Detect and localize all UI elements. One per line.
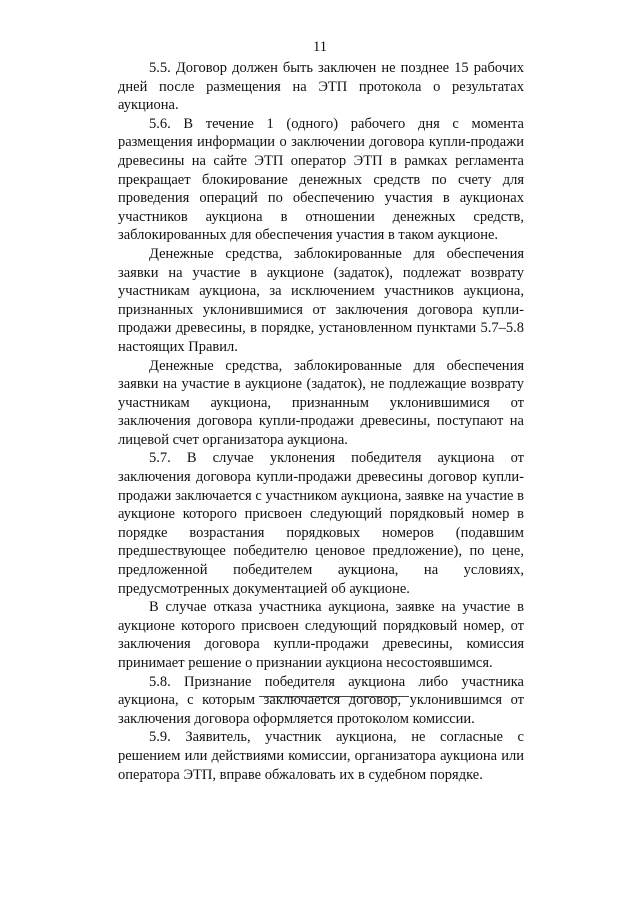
end-of-document-line — [259, 696, 409, 697]
page-number: 11 — [313, 39, 327, 55]
paragraph-5-9: 5.9. Заявитель, участник аукциона, не согласные с решением или действиями комиссии, организатора аукциона или оператора ЭТП, вправе обжаловать их в судебном порядке. — [118, 729, 524, 783]
paragraph-refusal: В случае отказа участника аукциона, заявке на участие в аукционе которого присвоен следующий порядковый номер, от заключения договора купли-продажи древесины, комиссия принимает решение о признании аукциона несостоявшимся. — [118, 599, 524, 671]
paragraph-5-6: 5.6. В течение 1 (одного) рабочего дня с момента размещения информации о заключении договора купли-продажи древесины на сайте ЭТП оператор ЭТП в рамках регламента прекращает блокирование денежных средств по счету для проведения операций по обеспечению участия в аукционах участников аукциона в отношении денежных средств, заблокированных для обеспечения участия в таком аукционе. — [118, 115, 524, 244]
paragraph-deposit-return: Денежные средства, заблокированные для обеспечения заявки на участие в аукционе (задаток), подлежат возврату участникам аукциона, за исключением участников аукциона, признанных уклонившимися от заключения договора купли-продажи древесины, в порядке, установленном пунктами 5.7–5.8 настоящих Правил. — [118, 245, 524, 355]
paragraph-5-8: 5.8. Признание победителя аукциона либо участника аукциона, с которым заключается договор, уклонившимся от заключения договора оформляется протоколом комиссии. — [118, 673, 524, 727]
paragraph-deposit-non-return: Денежные средства, заблокированные для обеспечения заявки на участие в аукционе (задаток), не подлежащие возврату участникам аукциона, признанным уклонившимися от заключения договора купли-продажи древесины, поступают на лицевой счет организатора аукциона. — [118, 357, 524, 448]
paragraph-5-5: 5.5. Договор должен быть заключен не позднее 15 рабочих дней после размещения на ЭТП протокола о результатах аукциона. — [118, 60, 524, 114]
paragraph-5-7: 5.7. В случае уклонения победителя аукциона от заключения договора купли-продажи древесины договор купли-продажи заключается с участником аукциона, заявке на участие в аукционе которого присвоен следующий порядковый номер в порядке возрастания порядковых номеров (подавшим предшествующее победителю ценовое предложение), по цене, предложенной победителем аукциона, на условиях, предусмотренных документацией об аукционе. — [118, 450, 524, 597]
document-body — [118, 59, 524, 784]
